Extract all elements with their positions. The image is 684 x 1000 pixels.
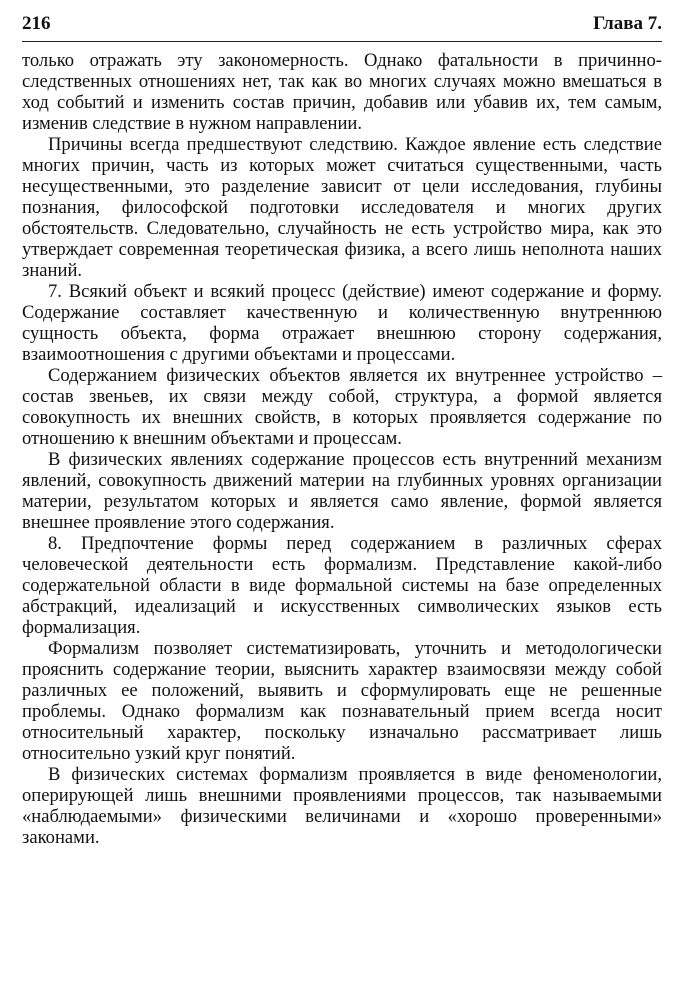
body-text (22, 50, 662, 848)
paragraph: Содержанием физических объектов является их внутреннее устройство – состав звеньев, их связи между собой, структура, а формой является совокупность их внешних свойств, в которых проявляется содержание по отношению к внешним объектами и процессам. (22, 365, 662, 449)
paragraph-point-8: 8. Предпочтение формы перед содержанием в различных сферах человеческой деятельности есть формализм. Представление какой-либо содержательной области в виде формальной системы на базе определенных абстракций, идеализаций и искусственных символических языков есть формализация. (22, 533, 662, 638)
chapter-title: Глава 7. (593, 13, 662, 34)
page-number: 216 (22, 13, 51, 34)
paragraph: Формализм позволяет систематизировать, уточнить и методологически прояснить содержание теории, выяснить характер взаимосвязи между собой различных ее положений, выявить и сформулировать еще не решенные проблемы. Однако формализм как познавательный прием всегда носит относительный характер, поскольку изначально рассматривает лишь относительно узкий круг понятий. (22, 638, 662, 764)
paragraph-point-7: 7. Всякий объект и всякий процесс (действие) имеют содержание и форму. Содержание составляет качественную и количественную внутреннюю сущность объекта, форма отражает внешнюю сторону содержания, взаимоотношения с другими объектами и процессами. (22, 281, 662, 365)
paragraph: В физических явлениях содержание процессов есть внутренний механизм явлений, совокупность движений материи на глубинных уровнях организации материи, результатом которых и является само явление, формой является внешнее проявление этого содержания. (22, 449, 662, 533)
running-header (22, 11, 662, 37)
paragraph: В физических системах формализм проявляется в виде феноменологии, оперирующей лишь внешними проявлениями процессов, так называемыми «наблюдаемыми» физическими величинами и «хорошо проверенными» законами. (22, 764, 662, 848)
paragraph: Причины всегда предшествуют следствию. Каждое явление есть следствие многих причин, часть из которых может считаться существенными, часть несущественными, это разделение зависит от цели исследования, глубины познания, философской подготовки исследователя и многих других обстоятельств. Следовательно, случайность не есть устройство мира, как это утверждает современная теоретическая физика, а всего лишь неполнота наших знаний. (22, 134, 662, 281)
header-divider (22, 41, 662, 42)
paragraph-continued: только отражать эту закономерность. Однако фатальности в причинно-следственных отношениях нет, так как во многих случаях можно вмешаться в ход событий и изменить состав причин, добавив или убавив их, тем самым, изменив следствие в нужном направлении. (22, 50, 662, 134)
